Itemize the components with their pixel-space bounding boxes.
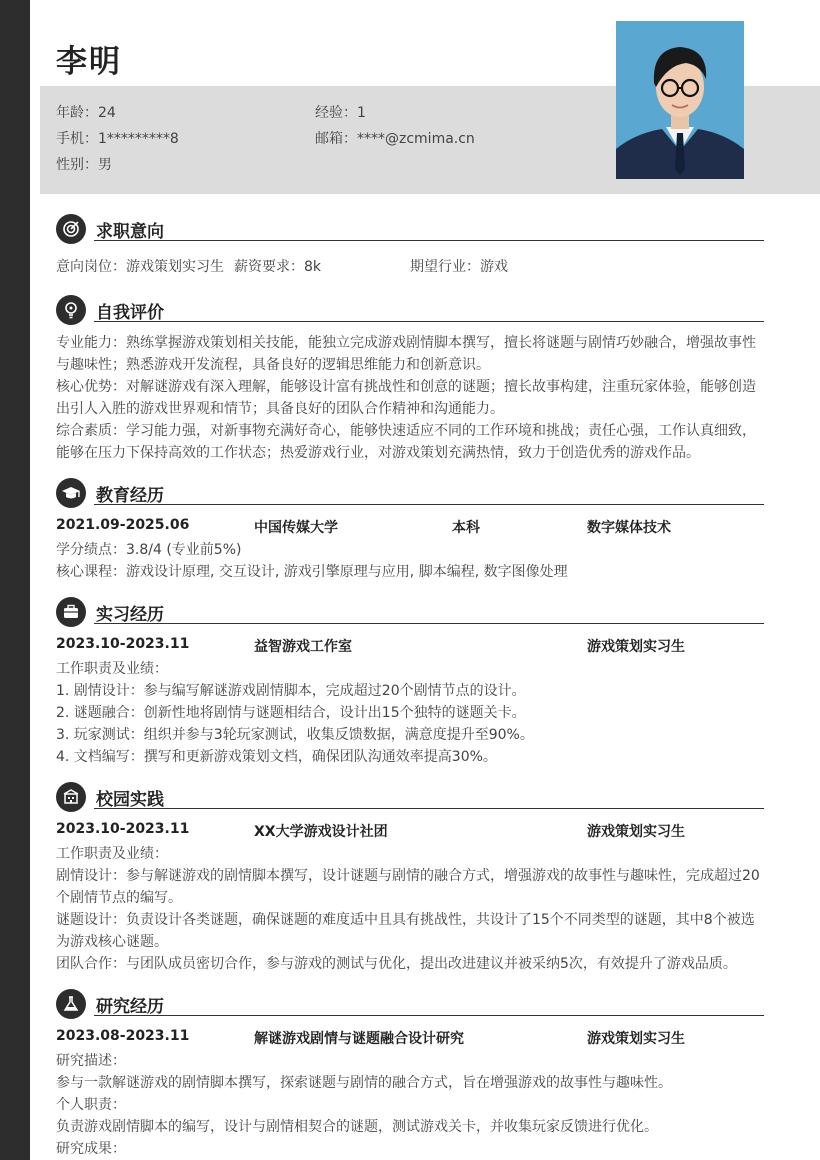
education-major: 数字媒体技术 (587, 520, 671, 536)
lightbulb-icon (56, 295, 86, 325)
candidate-name: 李明 (56, 44, 122, 80)
internship-item: 1. 剧情设计：参与编写解谜游戏剧情脚本，完成超过20个剧情节点的设计。 (56, 683, 526, 699)
internship-item: 4. 文档编写：撰写和更新游戏策划文档，确保团队沟通效率提高30%。 (56, 749, 497, 765)
education-school: 中国传媒大学 (254, 520, 338, 536)
campus-role: 游戏策划实习生 (587, 824, 685, 840)
section-title: 实习经历 (96, 605, 164, 625)
internship-duty-label: 工作职责及业绩： (56, 661, 168, 677)
section-self-eval-header (56, 295, 764, 325)
section-divider (94, 504, 764, 505)
info-age: 年龄：24 (56, 105, 116, 121)
campus-teamwork: 团队合作：与团队成员密切合作，参与游戏的测试与优化，提出改进建议并被采纳5次，有效提升了游戏品质。 (56, 956, 737, 972)
education-date: 2021.09-2025.06 (56, 517, 190, 533)
section-intention-header (56, 214, 764, 244)
flask-icon (56, 989, 86, 1019)
campus-org: XX大学游戏设计社团 (254, 824, 388, 840)
internship-row (56, 636, 764, 656)
intention-position: 意向岗位：游戏策划实习生 (56, 259, 224, 275)
research-result-label: 研究成果： (56, 1141, 126, 1157)
internship-company: 益智游戏工作室 (254, 639, 352, 655)
internship-date: 2023.10-2023.11 (56, 636, 190, 652)
section-divider (94, 321, 764, 322)
section-divider (94, 1015, 764, 1016)
section-research-header (56, 989, 764, 1019)
research-row (56, 1028, 764, 1048)
section-divider (94, 623, 764, 624)
info-gender: 性别：男 (56, 157, 112, 173)
campus-duty-label: 工作职责及业绩： (56, 846, 168, 862)
building-icon (56, 782, 86, 812)
left-accent-bar (0, 0, 30, 1160)
research-desc: 参与一款解谜游戏的剧情脚本撰写，探索谜题与剧情的融合方式，旨在增强游戏的故事性与趣味性。 (56, 1075, 672, 1091)
research-role: 游戏策划实习生 (587, 1031, 685, 1047)
profile-photo (616, 21, 744, 179)
section-education-header (56, 478, 764, 508)
campus-date: 2023.10-2023.11 (56, 821, 190, 837)
intention-salary: 薪资要求：8k (234, 259, 322, 275)
research-project: 解谜游戏剧情与谜题融合设计研究 (254, 1031, 464, 1047)
research-date: 2023.08-2023.11 (56, 1028, 190, 1044)
section-internship-header (56, 597, 764, 627)
internship-item: 3. 玩家测试：组织并参与3轮玩家测试，收集反馈数据，满意度提升至90%。 (56, 727, 534, 743)
education-gpa: 学分绩点：3.8/4 (专业前5%) (56, 542, 242, 558)
internship-role: 游戏策划实习生 (587, 639, 685, 655)
education-courses: 核心课程：游戏设计原理, 交互设计, 游戏引擎原理与应用, 脚本编程, 数字图像处理 (56, 564, 568, 580)
section-title: 研究经历 (96, 997, 164, 1017)
research-duty: 负责游戏剧情脚本的编写，设计与剧情相契合的谜题，测试游戏关卡，并收集玩家反馈进行优化。 (56, 1119, 658, 1135)
section-divider (94, 240, 764, 241)
research-duty-label: 个人职责： (56, 1097, 126, 1113)
info-email: 邮箱：****@zcmima.cn (315, 131, 475, 147)
briefcase-icon (56, 597, 86, 627)
education-row (56, 517, 764, 537)
self-eval-skills: 专业能力：熟练掌握游戏策划相关技能，能独立完成游戏剧情脚本撰写，擅长将谜题与剧情巧妙融合，增强故事性与趣味性；熟悉游戏开发流程，具备良好的逻辑思维能力和创新意识。 (56, 335, 756, 373)
info-experience: 经验：1 (315, 105, 366, 121)
section-campus-header (56, 782, 764, 812)
campus-row (56, 821, 764, 841)
campus-puzzle-design: 谜题设计：负责设计各类谜题，确保谜题的难度适中且具有挑战性，共设计了15个不同类型的谜题，其中8个被选为游戏核心谜题。 (56, 912, 755, 950)
graduation-cap-icon (56, 478, 86, 508)
campus-story-design: 剧情设计：参与解谜游戏的剧情脚本撰写，设计谜题与剧情的融合方式，增强游戏的故事性与趣味性，完成超过20个剧情节点的编写。 (56, 868, 760, 906)
education-degree: 本科 (452, 520, 480, 536)
info-phone: 手机：1*********8 (56, 131, 179, 147)
section-title: 校园实践 (96, 790, 164, 810)
section-title: 求职意向 (96, 222, 164, 242)
self-eval-qualities: 综合素质：学习能力强，对新事物充满好奇心，能够快速适应不同的工作环境和挑战；责任心强，工作认真细致，能够在压力下保持高效的工作状态；热爱游戏行业，对游戏策划充满热情，致力于创造优秀的游戏作品。 (56, 423, 756, 461)
section-title: 自我评价 (96, 303, 164, 323)
internship-item: 2. 谜题融合：创新性地将剧情与谜题相结合，设计出15个独特的谜题关卡。 (56, 705, 526, 721)
self-eval-strengths: 核心优势：对解谜游戏有深入理解，能够设计富有挑战性和创意的谜题；擅长故事构建，注重玩家体验，能够创造出引人入胜的游戏世界观和情节；具备良好的团队合作精神和沟通能力。 (56, 379, 756, 417)
research-desc-label: 研究描述： (56, 1053, 126, 1069)
section-divider (94, 808, 764, 809)
intention-industry: 期望行业：游戏 (410, 259, 508, 275)
target-icon (56, 214, 86, 244)
section-title: 教育经历 (96, 486, 164, 506)
